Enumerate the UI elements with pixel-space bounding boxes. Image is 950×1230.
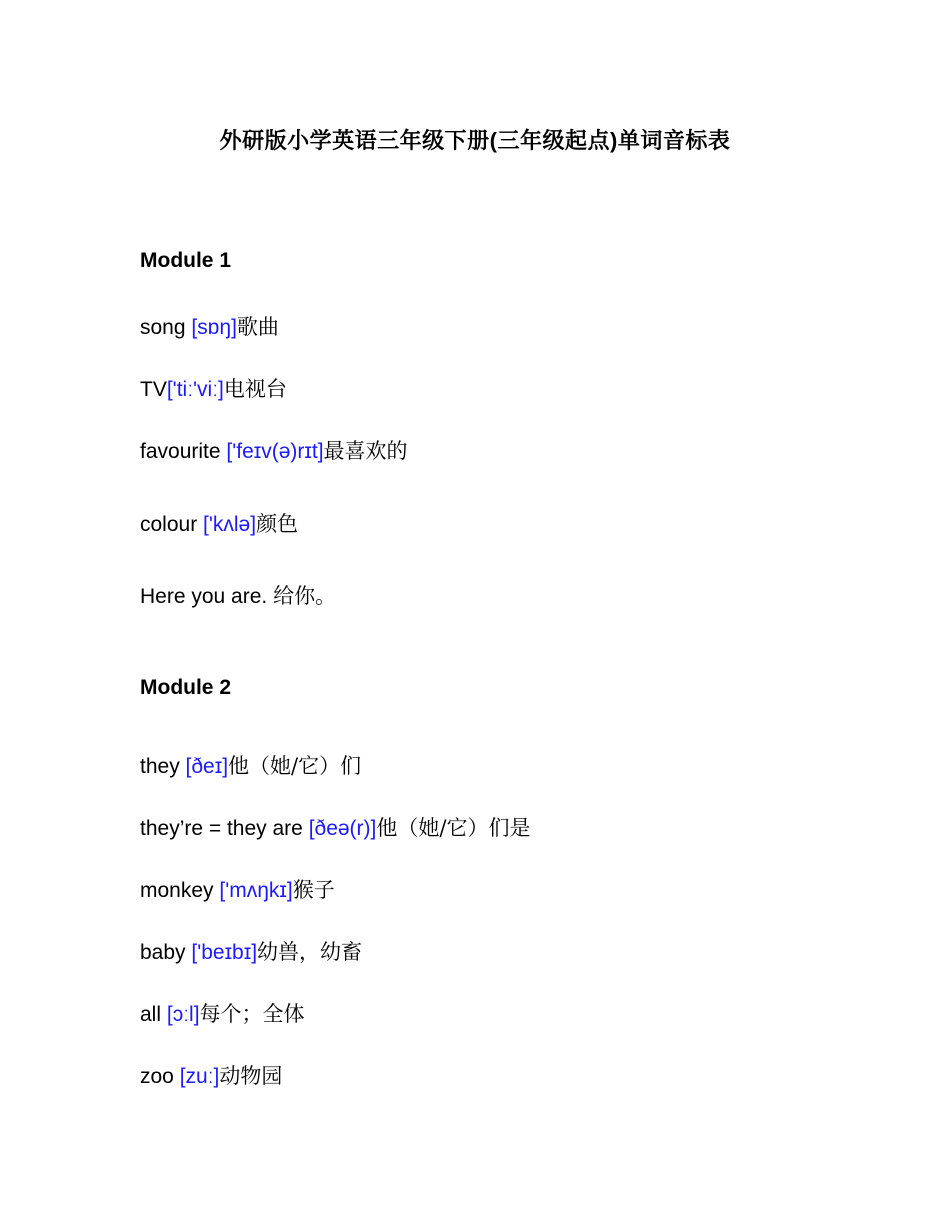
entry-phonetic: [sɒŋ] <box>191 316 237 339</box>
entry-meaning: 歌曲 <box>236 315 279 339</box>
module-1-heading: Module 1 <box>140 249 232 272</box>
entry-meaning: 每个；全体 <box>199 1002 305 1026</box>
entry-word: zoo <box>140 1065 180 1088</box>
vocab-entry <box>140 580 336 610</box>
document-title: 外研版小学英语三年级下册(三年级起点)单词音标表 <box>219 128 731 153</box>
entry-word: they <box>140 755 186 778</box>
vocab-entry <box>140 874 335 904</box>
entry-meaning: 颜色 <box>256 512 299 536</box>
entry-phonetic: [ðeɪ] <box>185 755 229 778</box>
vocab-entry <box>140 812 530 842</box>
entry-meaning: 他（她/它）们 <box>228 754 362 778</box>
vocab-entry <box>140 750 361 780</box>
entry-word: colour <box>140 513 204 536</box>
entry-word: favourite <box>140 440 227 463</box>
entry-phonetic: ['mʌŋkɪ] <box>219 879 293 902</box>
entry-phonetic: [ðeə(r)] <box>308 817 377 840</box>
entry-word: baby <box>140 941 192 964</box>
entry-meaning: 电视台 <box>223 377 287 401</box>
vocab-entry <box>140 508 298 538</box>
entry-word: Here you are. <box>140 585 274 608</box>
entry-meaning: 幼兽，幼畜 <box>257 940 363 964</box>
entry-word: all <box>140 1003 167 1026</box>
vocab-entry <box>140 998 305 1028</box>
entry-phonetic: ['kʌlə] <box>203 513 257 536</box>
entry-word: TV <box>140 378 167 401</box>
entry-phonetic: [ɔːl] <box>166 1003 200 1026</box>
vocab-entry <box>140 936 362 966</box>
vocab-entry <box>140 311 279 341</box>
module-2-heading: Module 2 <box>140 676 232 699</box>
entry-meaning: 他（她/它）们是 <box>376 816 531 840</box>
vocab-entry <box>140 435 408 465</box>
entry-word: they’re = they are <box>140 817 309 840</box>
entry-meaning: 动物园 <box>219 1064 283 1088</box>
entry-phonetic: [zuː] <box>179 1065 220 1088</box>
vocab-entry <box>140 1060 282 1090</box>
entry-phonetic: ['beɪbɪ] <box>191 941 258 964</box>
entry-word: monkey <box>140 879 220 902</box>
entry-phonetic: ['tiː'viː] <box>166 378 224 401</box>
entry-meaning: 最喜欢的 <box>323 439 408 463</box>
entry-phonetic: ['feɪv(ə)rɪt] <box>226 440 324 463</box>
entry-meaning: 猴子 <box>292 878 335 902</box>
entry-meaning: 给你。 <box>273 584 337 608</box>
vocab-entry <box>140 373 287 403</box>
entry-word: song <box>140 316 192 339</box>
